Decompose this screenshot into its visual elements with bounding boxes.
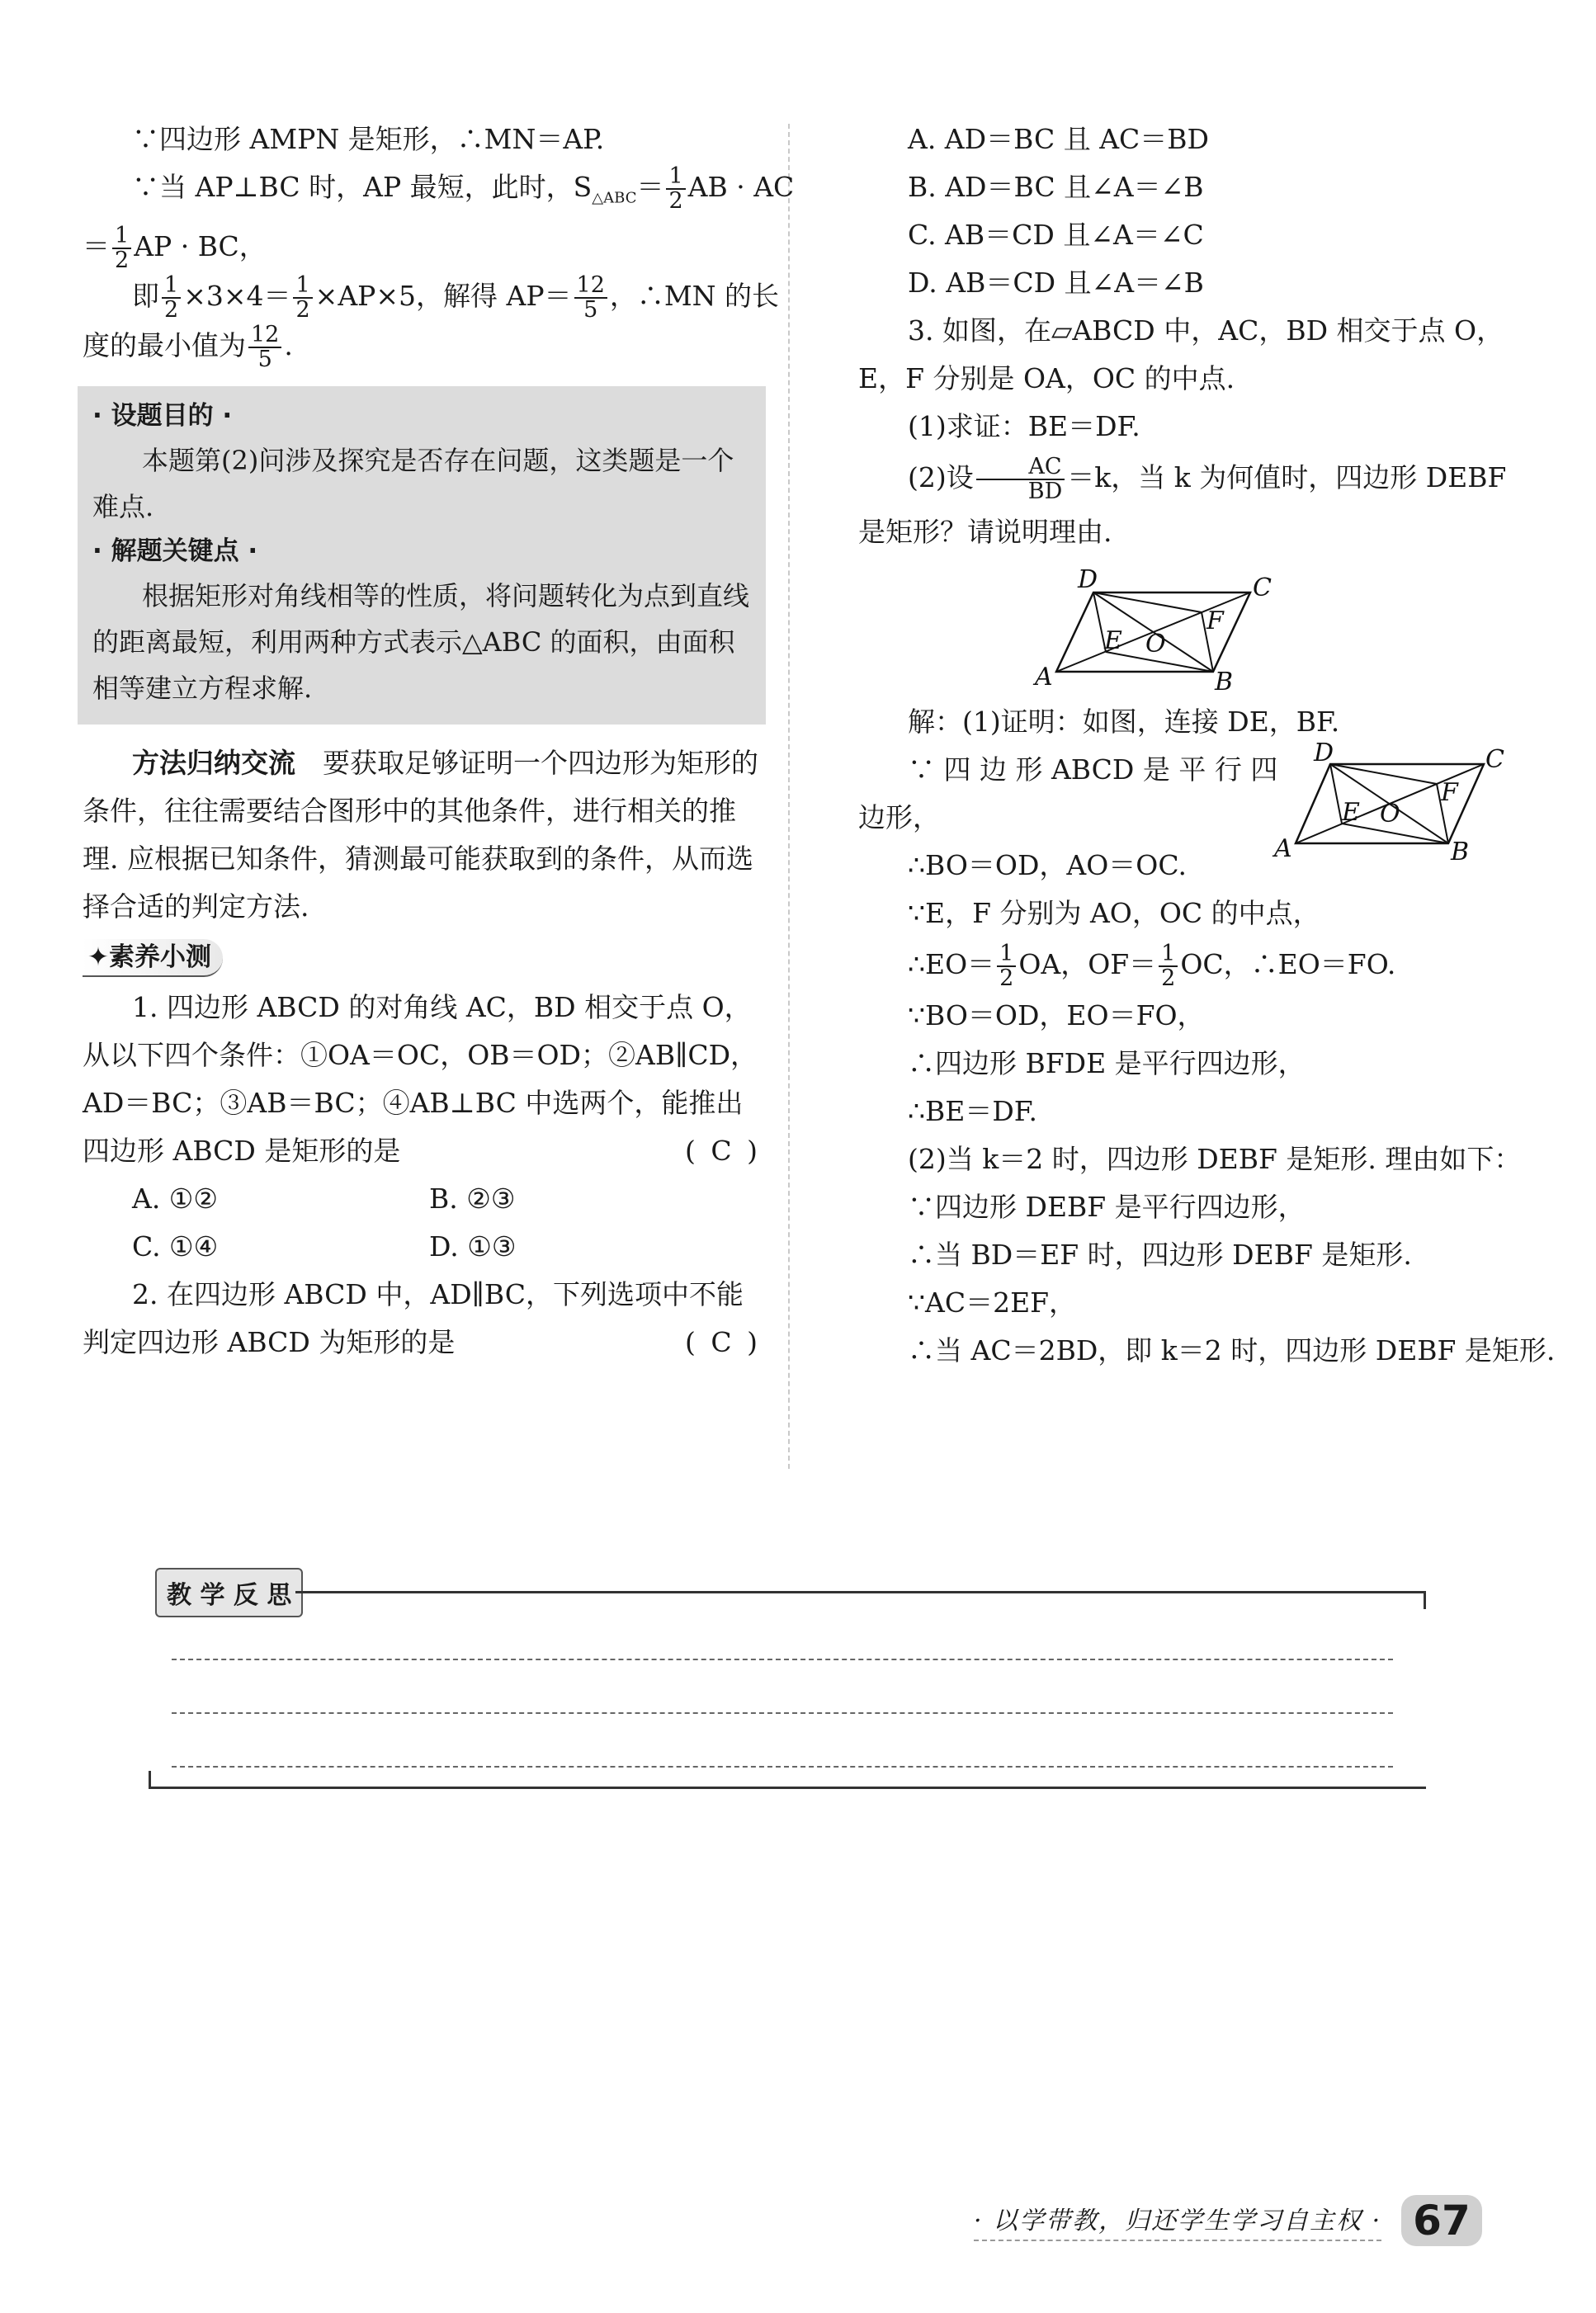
fraction-ap: $\frac{12}{5}$ <box>574 274 607 322</box>
tip-text-purpose: 本题第(2)问涉及探究是否存在问题，这类题是一个难点. <box>92 444 734 522</box>
fraction-ap: $\frac{12}{5}$ <box>248 323 281 371</box>
fraction-half: $\frac{1}{2}$ <box>1159 942 1178 990</box>
solution-3-line-9: ∴BE＝DF. <box>908 1095 1038 1127</box>
solution-3-line-11: ∵四边形 DEBF 是平行四边形， <box>908 1191 1306 1223</box>
solution-3-line-5: ∵E，F 分别为 AO，OC 的中点， <box>908 897 1320 929</box>
label-a: A <box>1274 834 1292 863</box>
section-badge: ✦素养小测 <box>83 939 223 977</box>
tip-text-key: 根据矩形对角线相等的性质，将问题转化为点到直线的距离最短，利用两种方式表示△ABC 的面积，由面积相等建立方程求解. <box>92 579 750 704</box>
reflection-title: 教 学 反 思 <box>155 1568 303 1617</box>
solution-line-4: 即 $\frac{1}{2}$ ×3×4＝ $\frac{1}{2}$ ×AP×5，解得 AP＝ $\frac{12}{5}$ ，∴MN 的长 <box>132 271 780 323</box>
question-2-option-b: B. AD＝BC 且∠A＝∠B <box>908 171 1204 203</box>
solution-3-line-7: ∵BO＝OD，EO＝FO， <box>908 999 1205 1031</box>
reflection-top-line <box>295 1591 1426 1593</box>
fraction-half: $\frac{1}{2}$ <box>293 274 312 322</box>
question-1: 1. 四边形 ABCD 的对角线 AC，BD 相交于点 O，从以下四个条件：①OA＝OC，OB＝OD；②AB∥CD，AD＝BC；③AB＝BC；④AB⊥BC 中选两个，能推出四边形 ABCD 是矩形的是 ( C ) <box>83 984 761 1175</box>
solution-line-5: 度的最小值为 $\frac{12}{5}$ . <box>83 321 293 372</box>
question-3: 3. 如图，在▱ABCD 中，AC，BD 相交于点 O，E，F 分别是 OA，OC 的中点. <box>858 314 1504 394</box>
method-label: 方法归纳交流 <box>132 746 295 779</box>
fraction-half: $\frac{1}{2}$ <box>997 942 1016 990</box>
label-d: D <box>1314 739 1334 767</box>
parallelogram-figure <box>1023 566 1271 698</box>
label-o: O <box>1145 630 1166 658</box>
section-header <box>83 939 761 977</box>
label-f: F <box>1441 778 1458 807</box>
question-2-option-d: D. AB＝CD 且∠A＝∠B <box>908 267 1204 299</box>
footer-motto: · 以学带教，归还学生学习自主权 · <box>974 2200 1381 2241</box>
label-c: C <box>1253 574 1272 602</box>
tip-heading-key: · 解题关键点 · <box>92 536 258 566</box>
column-divider <box>788 124 790 1469</box>
parallelogram-figure-solution <box>1263 739 1504 866</box>
solution-3-line-6: ∴EO＝ $\frac{1}{2}$ OA，OF＝ $\frac{1}{2}$ OC，∴EO＝FO. <box>908 941 1396 991</box>
question-3-part-2: (2)设 $\frac{AC}{BD}$ ＝k，当 k 为何值时，四边形 DEBF 是矩形？请说明理由. <box>858 454 1507 548</box>
question-2-option-c: C. AB＝CD 且∠A＝∠C <box>908 219 1204 251</box>
label-f: F <box>1206 607 1224 635</box>
right-column <box>858 116 1556 1375</box>
label-b: B <box>1451 838 1470 866</box>
solution-3-line-14: ∴当 AC＝2BD，即 k＝2 时，四边形 DEBF 是矩形. <box>908 1334 1556 1367</box>
method-summary: 方法归纳交流 要获取足够证明一个四边形为矩形的条件，往往需要结合图形中的其他条件，进行相关的推理. 应根据已知条件，猜测最可能获取到的条件，从而选择合适的判定方法. <box>83 746 758 923</box>
tip-box <box>78 386 766 725</box>
question-3-part-1: (1)求证：BE＝DF. <box>908 410 1140 442</box>
solution-line-1: ∵四边形 AMPN 是矩形，∴MN＝AP. <box>132 123 605 155</box>
solution-line-2: ∵当 AP⊥BC 时，AP 最短，此时，$S_{\triangle ABC}=$ $\frac{1}{2}$ AB · AC <box>132 163 795 214</box>
label-e: E <box>1342 798 1360 827</box>
label-a: A <box>1035 663 1053 692</box>
question-1-answer: ( C ) <box>685 1134 761 1167</box>
solution-3-line-13: ∵AC＝2EF， <box>908 1286 1077 1319</box>
question-2-answer: ( C ) <box>685 1325 761 1358</box>
fraction-half: $\frac{1}{2}$ <box>162 274 181 322</box>
label-d: D <box>1078 565 1098 594</box>
solution-3-line-4: ∴BO＝OD，AO＝OC. <box>908 849 1187 881</box>
solution-3-line-8: ∴四边形 BFDE 是平行四边形， <box>908 1047 1306 1079</box>
question-2-option-a: A. AD＝BC 且 AC＝BD <box>908 123 1209 155</box>
solution-3-line-3: 边形， <box>858 801 940 833</box>
question-1-options-row-2: C. ①④ D. ①③ <box>132 1230 517 1263</box>
fraction-half: $\frac{1}{2}$ <box>112 224 131 272</box>
label-b: B <box>1215 668 1234 696</box>
tip-heading-purpose: · 设题目的 · <box>92 400 233 431</box>
page-number: 67 <box>1401 2195 1482 2246</box>
left-column <box>83 116 795 1367</box>
reflection-writing-line[interactable] <box>172 1766 1393 1768</box>
solution-3-line-12: ∴当 BD＝EF 时，四边形 DEBF 是矩形. <box>908 1239 1412 1271</box>
reflection-writing-line[interactable] <box>172 1659 1393 1660</box>
reflection-bottom-line <box>149 1787 1426 1789</box>
question-2: 2. 在四边形 ABCD 中，AD∥BC，下列选项中不能判定四边形 ABCD 为矩形的是 ( C ) <box>83 1271 761 1367</box>
solution-line-3: ＝ $\frac{1}{2}$ AP · BC， <box>83 222 267 273</box>
diamond-icon: ✦ <box>87 942 109 972</box>
page-footer <box>974 2195 1482 2246</box>
solution-3-line-10: (2)当 k＝2 时，四边形 DEBF 是矩形. 理由如下： <box>908 1143 1522 1175</box>
reflection-writing-line[interactable] <box>172 1712 1393 1714</box>
label-e: E <box>1104 626 1122 655</box>
solution-3-line-1: 解：(1)证明：如图，连接 DE，BF. <box>908 706 1340 738</box>
label-c: C <box>1485 745 1504 774</box>
fraction-half: $\frac{1}{2}$ <box>666 165 685 213</box>
question-1-options-row-1: A. ①② B. ②③ <box>132 1182 516 1215</box>
fraction-ac-bd: $\frac{AC}{BD}$ <box>976 456 1065 503</box>
label-o: O <box>1380 800 1400 828</box>
solution-3-line-2: ∵ 四 边 形 ABCD 是 平 行 四 <box>908 753 1278 786</box>
